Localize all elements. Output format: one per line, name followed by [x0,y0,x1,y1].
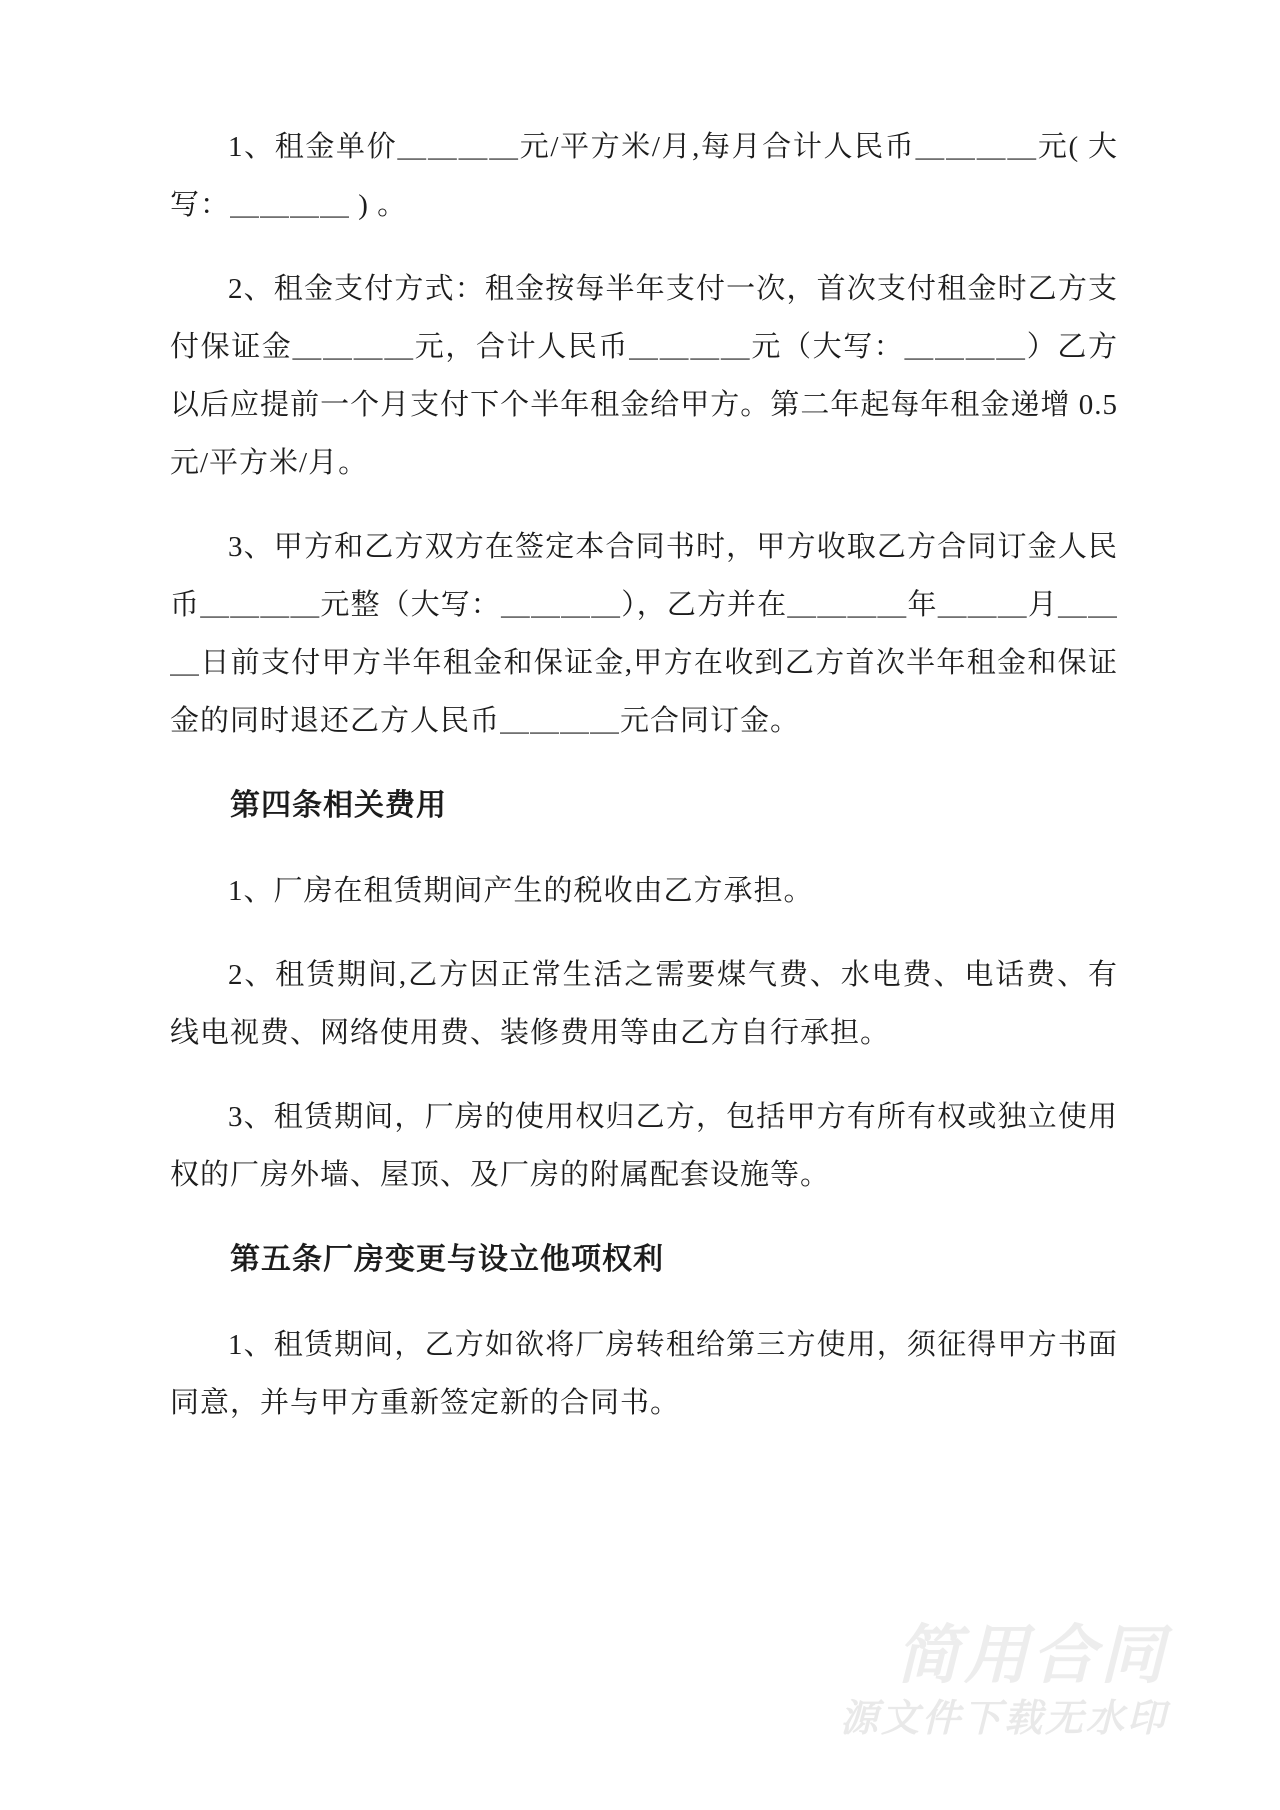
clause-rent-unit-price: 1、租金单价＿＿＿＿元/平方米/月,每月合计人民币＿＿＿＿元( 大写：＿＿＿＿ ) 。 [170,131,1118,221]
clause-contract-deposit: 3、甲方和乙方双方在签定本合同书时，甲方收取乙方合同订金人民币＿＿＿＿元整（大写：＿＿＿＿），乙方并在＿＿＿＿年＿＿＿月＿＿＿日前支付甲方半年租金和保证金,甲方在收到乙方首次半年租金和保证金的同时退还乙方人民币＿＿＿＿元合同订金。 [170,531,1118,737]
clause-sublease-consent: 1、租赁期间，乙方如欲将厂房转租给第三方使用，须征得甲方书面同意，并与甲方重新签定新的合同书。 [170,1329,1118,1419]
watermark [648,1619,1168,1745]
section-heading-article-4-related-fees: 第四条相关费用 [230,789,447,822]
clause-usage-rights: 3、租赁期间，厂房的使用权归乙方，包括甲方有所有权或独立使用权的厂房外墙、屋顶、及厂房的附属配套设施等。 [170,1101,1118,1191]
section-heading-article-5-changes-and-other-rights: 第五条厂房变更与设立他项权利 [230,1243,664,1276]
document-body [170,118,1118,1458]
clause-utility-fees: 2、租赁期间,乙方因正常生活之需要煤气费、水电费、电话费、有线电视费、网络使用费、装修费用等由乙方自行承担。 [170,959,1118,1049]
clause-taxes-borne-by-lessee: 1、厂房在租赁期间产生的税收由乙方承担。 [228,875,814,907]
watermark-tagline-text: 源文件下载无水印 [839,1698,1168,1741]
clause-rent-payment-method: 2、租金支付方式：租金按每半年支付一次，首次支付租金时乙方支付保证金＿＿＿＿元，合计人民币＿＿＿＿元（大写：＿＿＿＿）乙方以后应提前一个月支付下个半年租金给甲方。第二年起每年租金递增 0.5 元/平方米/月。 [170,273,1118,479]
watermark-brand-text: 简用合同 [896,1619,1168,1691]
